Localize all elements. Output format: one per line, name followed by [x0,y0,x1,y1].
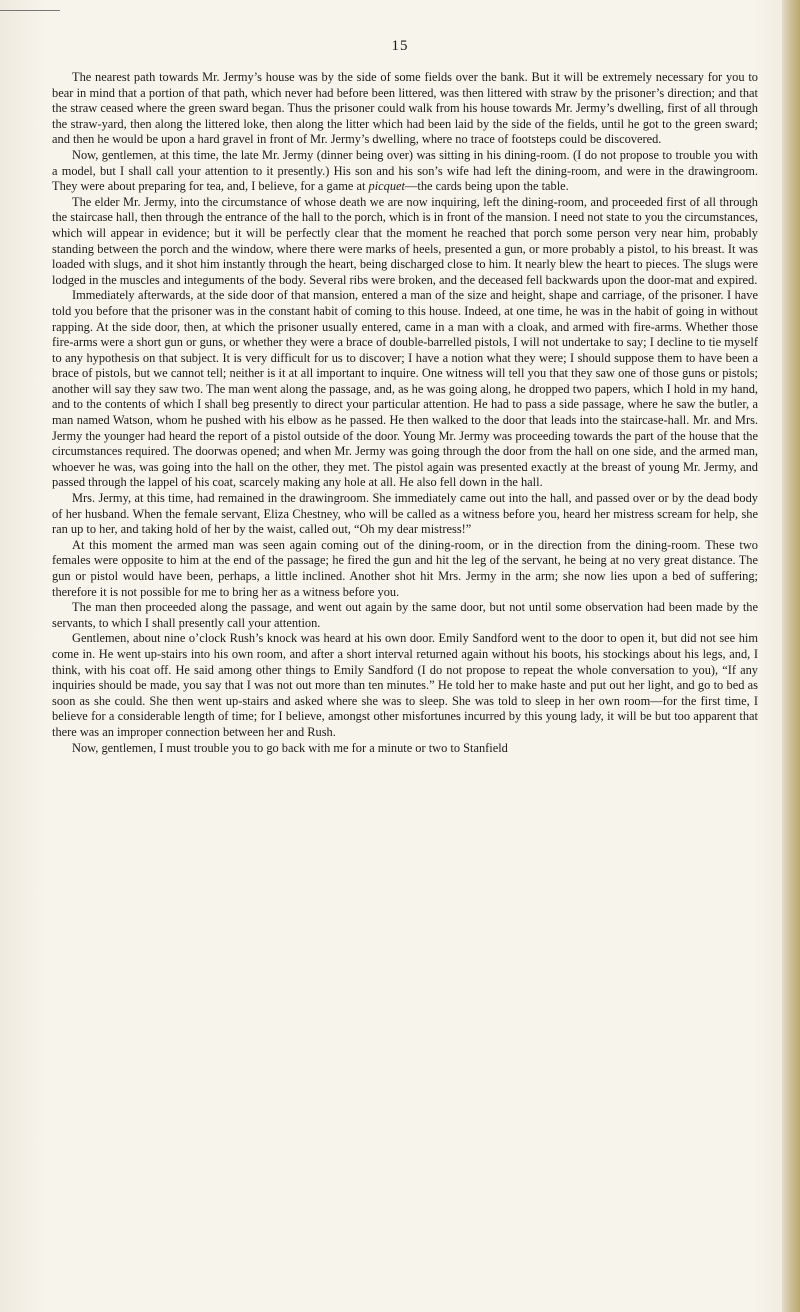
page-edge-shadow [782,0,800,1312]
paragraph: The nearest path towards Mr. Jermy’s house was by the side of some fields over the bank. But it will be extremely necessary for you to bear in mind that a portion of that path, which never had before been littered, was then littered with straw by the prisoner’s direction; and that the straw ceased where the green sward began. Thus the prisoner could walk from his house towards Mr. Jermy’s dwelling, first of all through the straw-yard, then along the littered loke, then along the litter which had been laid by the side of the fields, until he got to the green sward; and then he would be upon a hard gravel in front of Mr. Jermy’s dwelling, where no trace of footsteps could be discovered. [52,70,758,147]
paragraph: The man then proceeded along the passage, and went out again by the same door, but not until some observation had been made by the servants, to which I shall presently call your attention. [52,600,758,630]
page-number: 15 [391,38,409,54]
paragraph: Now, gentlemen, I must trouble you to go back with me for a minute or two to Stanfield [72,740,508,755]
paragraph: Immediately afterwards, at the side door of that mansion, entered a man of the size and height, shape and carriage, of the prisoner. I have told you before that the prisoner was in the constant habit of coming to this house. Indeed, at one time, he was in the habit of going in without rapping. At the side door, then, at which the prisoner usually entered, came in a man with a cloak, and armed with fire-arms. Whether those fire-arms were a short gun or guns, or whether they were a brace of double-barrelled pistols, I will not undertake to say; I decline to tie myself to any hypothesis on that subject. It is very difficult for us to discover; I have a notion what they were; I should suppose them to have been a brace of pistols, but we cannot tell; neither is it at all important to inquire. One witness will tell you that they saw one of those guns or pistols; another will say they saw two. The man went along the passage, and, as he was going along, he dropped two papers, which I hold in my hand, and to the contents of which I shall beg presently to direct your particular attention. He had to pass a side passage, where he saw the butler, a man named Watson, whom he pushed with his elbow as he passed. He then walked to the door that leads into the staircase-hall. Mr. and Mrs. Jermy the younger had heard the report of a pistol outside of the door. Young Mr. Jermy was proceeding towards the part of the house that the circumstances required. The doorwas opened; and when Mr. Jermy was going through the door from the hall on one side, and the armed man, whoever he was, was going into the hall on the other, they met. The pistol again was presented exactly at the breast of young Mr. Jermy, and passed through the lappel of his coat, scarcely making any hole at all. He also fell down in the hall. [52,288,758,490]
paragraph: At this moment the armed man was seen again coming out of the dining-room, or in the direction from the dining-room. These two females were opposite to him at the end of the passage; he fired the gun and hit the leg of the servant, he being at no very great distance. The gun or pistol would have been, perhaps, a little inclined. Another shot hit Mrs. Jermy in the arm; she now lies upon a bed of suffering; therefore it is not possible for me to bring her as a witness before you. [52,537,758,599]
paragraph: Gentlemen, about nine o’clock Rush’s knock was heard at his own door. Emily Sandford went to the door to open it, but did not see him come in. He went up-stairs into his own room, and after a short interval returned again without his boots, his stockings about his legs, and, I think, with his coat off. He said among other things to Emily Sandford (I do not propose to repeat the whole conversation to you), “If any inquiries should be made, you say that I was not out more than ten minutes.” He told her to make haste and put out her light, and go to bed as soon as she could. She then went up-stairs and asked where she was to sleep. She was told to sleep in her own room—for the first time, I believe for a considerable length of time; for I believe, amongst other misfortunes incurred by this young lady, it will be but too apparent that there was an improper connection between her and Rush. [52,631,758,739]
paragraph: Now, gentlemen, at this time, the late Mr. Jermy (dinner being over) was sitting in his dining-room. (I do not propose to trouble you with a model, but I shall call your attention to it presently.) His son and his son’s wife had left the dining-room, and were in the drawingroom. They were about preparing for tea, and, I believe, for a game at picquet—the cards being upon the table. [52,147,758,194]
body-text [52,70,758,756]
page-top-rule [0,0,60,11]
paragraph: The elder Mr. Jermy, into the circumstance of whose death we are now inquiring, left the dining-room, and proceeded first of all through the staircase hall, then through the entrance of the hall to the porch, which is in front of the mansion. I need not state to you the circumstances, which will appear in evidence; but it will be perfectly clear that the moment he reached that porch some person very near him, probably standing between the porch and the window, where there were marks of heels, presented a gun, or more probably a pistol, to his breast. It was loaded with slugs, and it shot him instantly through the heart, being discharged close to him. It nearly blew the heart to pieces. The slugs were lodged in the muscles and integuments of the body. Several ribs were broken, and the deceased fell backwards upon the door-mat and expired. [52,194,758,287]
italic-word: picquet [368,179,405,194]
paragraph: Mrs. Jermy, at this time, had remained in the drawingroom. She immediately came out into the hall, and passed over or by the dead body of her husband. When the female servant, Eliza Chestney, who will be called as a witness before you, heard her mistress scream for help, she ran up to her, and taking hold of her by the waist, called out, “Oh my dear mistress!” [52,491,758,537]
